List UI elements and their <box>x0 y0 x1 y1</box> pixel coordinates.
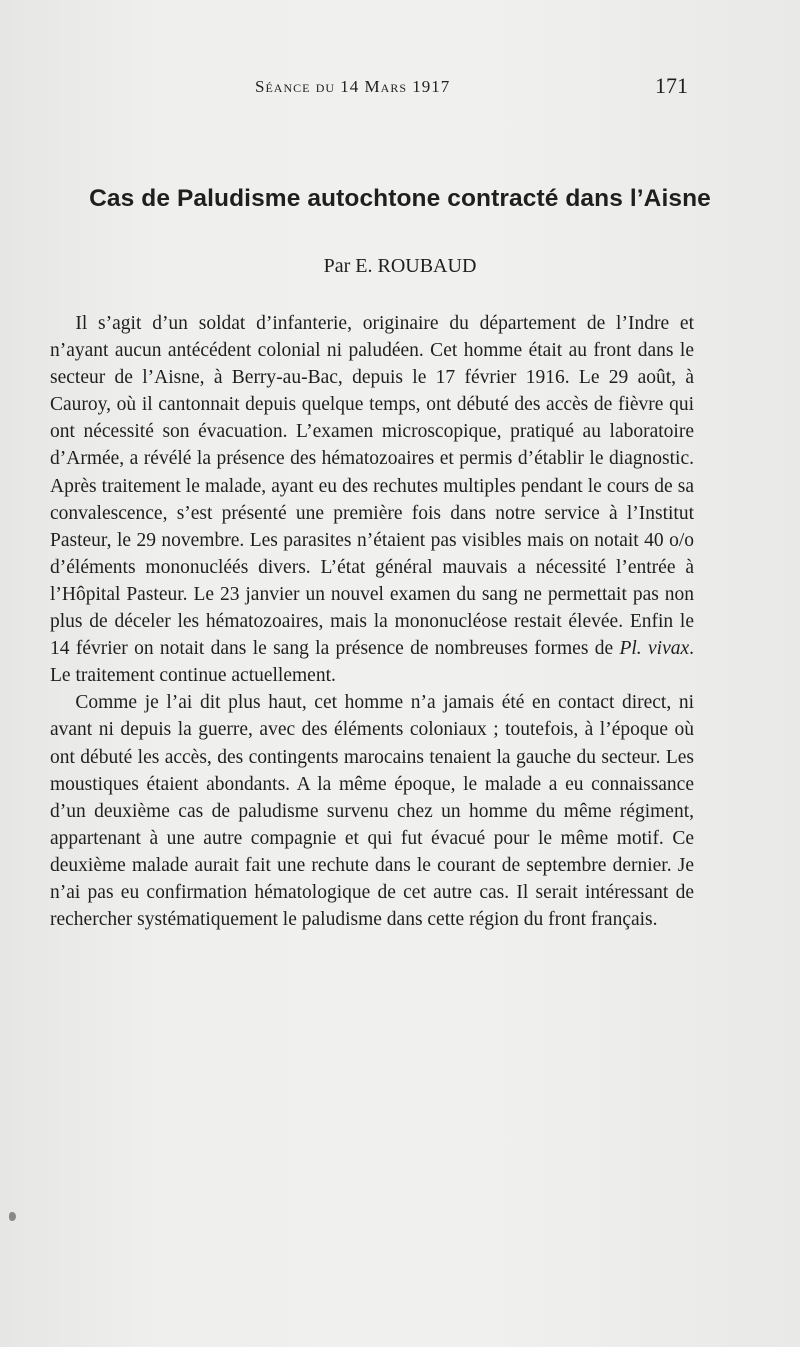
article-title: Cas de Paludisme autochtone contracté dans l’Aisne <box>89 185 711 212</box>
species-name: Pl. vivax <box>619 638 690 660</box>
paragraph-text: . Le traitement continue actuellement. <box>50 638 695 687</box>
running-title: Séance du 14 Mars 1917 <box>255 77 451 96</box>
page-number: 171 <box>655 73 688 98</box>
paragraph-text: Il s’agit d’un soldat d’infanterie, originaire du département de l’Indre et n’ayant aucun antécédent colonial ni paludéen. Cet homme était au front dans le secteur de l’Aisne, à Berry-au-Bac, depuis le 17 février 1916. Le 29 août, à Cauroy, où il cantonnait depuis quelque temps, ont débuté des accès de fièvre qui ont nécessité son évacuation. L’examen microscopique, pratiqué au laboratoire d’Armée, a révélé la présence des hématozoaires et permis d’établir le diagnostic. Après traitement le malade, ayant eu des rechutes multiples pendant le cours de sa convalescence, s’est présenté une première fois dans notre service à l’Institut Pasteur, le 29 novembre. Les parasites n’étaient pas visibles mais on notait 40 o/o d’éléments mononucléés divers. L’état général mauvais a nécessité l’entrée à l’Hôpital Pasteur. Le 23 janvier un nouvel examen du sang ne permettait pas non plus de déceler les hématozoaires, mais la mononucléose restait élevée. Enfin le 14 février on notait dans le sang la présence de nombreuses formes de <box>50 313 694 660</box>
running-header <box>0 73 800 103</box>
article-body <box>50 310 694 933</box>
ink-smudge <box>9 1212 16 1221</box>
paragraph-case-report <box>50 310 694 689</box>
author-byline: Par E. ROUBAUD <box>323 255 477 277</box>
paragraph-discussion: Comme je l’ai dit plus haut, cet homme n’a jamais été en contact direct, ni avant ni depuis la guerre, avec des éléments coloniaux ; toutefois, à l’époque où ont débuté les accès, des contingents marocains tenaient la gauche du secteur. Les moustiques étaient abondants. A la même époque, le malade a eu connaissance d’un deuxième cas de paludisme survenu chez un homme du même régiment, appartenant à une autre compagnie et qui fut évacué pour le même motif. Ce deuxième malade aurait fait une rechute dans le courant de septembre dernier. Je n’ai pas eu confirmation hématologique de cet autre cas. Il serait intéressant de rechercher systématiquement le paludisme dans cette région du front français. <box>50 692 694 931</box>
